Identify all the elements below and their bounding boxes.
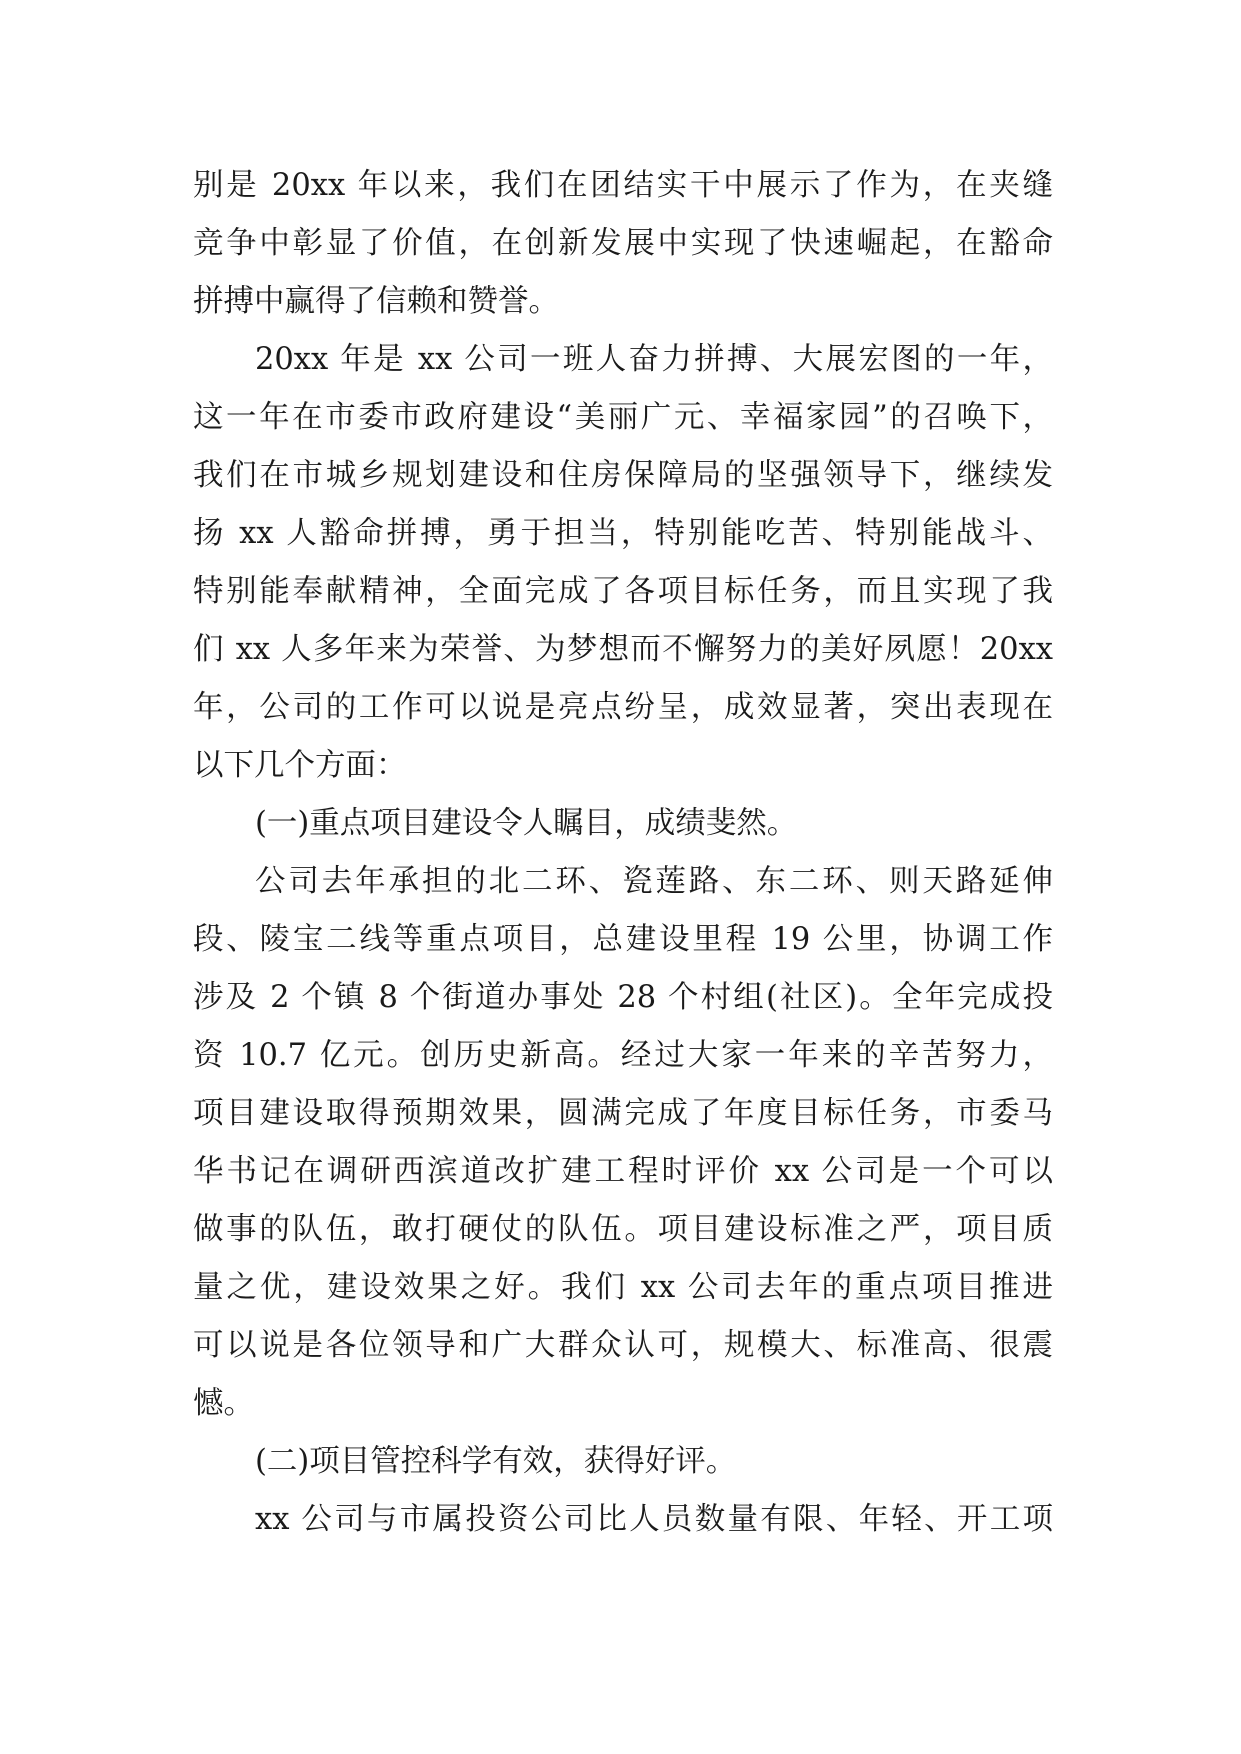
text-line: 量之优，建设效果之好。我们 xx 公司去年的重点项目推进 bbox=[193, 1270, 1053, 1305]
text-line: 们 xx 人多年来为荣誉、为梦想而不懈努力的美好夙愿！20xx bbox=[193, 632, 1053, 667]
text-line: 资 10.7 亿元。创历史新高。经过大家一年来的辛苦努力， bbox=[193, 1038, 1053, 1073]
text-line: 别是 20xx 年以来，我们在团结实干中展示了作为，在夹缝 bbox=[193, 168, 1053, 203]
text-line: 特别能奉献精神，全面完成了各项目标任务，而且实现了我 bbox=[193, 574, 1053, 609]
text-line: 涉及 2 个镇 8 个街道办事处 28 个村组(社区)。全年完成投 bbox=[193, 980, 1053, 1015]
text-line: 拼搏中赢得了信赖和赞誉。 bbox=[193, 284, 559, 319]
text-line: 竞争中彰显了价值，在创新发展中实现了快速崛起，在豁命 bbox=[193, 226, 1053, 261]
paragraph bbox=[193, 157, 1053, 331]
text-line: 做事的队伍，敢打硬仗的队伍。项目建设标准之严，项目质 bbox=[193, 1212, 1053, 1247]
text-line: 段、陵宝二线等重点项目，总建设里程 19 公里，协调工作 bbox=[193, 922, 1053, 957]
paragraph bbox=[193, 331, 1053, 795]
text-line: 可以说是各位领导和广大群众认可，规模大、标准高、很震 bbox=[193, 1328, 1053, 1363]
text-line: 公司去年承担的北二环、瓷莲路、东二环、则天路延伸 bbox=[255, 864, 1053, 899]
section-heading bbox=[193, 1433, 1053, 1491]
document-body bbox=[193, 157, 1053, 1549]
paragraph bbox=[193, 853, 1053, 1433]
text-line: (一)重点项目建设令人瞩目，成绩斐然。 bbox=[255, 806, 798, 841]
text-line: xx 公司与市属投资公司比人员数量有限、年轻、开工项 bbox=[255, 1502, 1053, 1537]
text-line: 我们在市城乡规划建设和住房保障局的坚强领导下，继续发 bbox=[193, 458, 1053, 493]
text-line: 这一年在市委市政府建设“美丽广元、幸福家园”的召唤下， bbox=[193, 400, 1053, 435]
section-heading bbox=[193, 795, 1053, 853]
text-line: 年，公司的工作可以说是亮点纷呈，成效显著，突出表现在 bbox=[193, 690, 1053, 725]
text-line: 20xx 年是 xx 公司一班人奋力拼搏、大展宏图的一年， bbox=[255, 342, 1053, 377]
text-line: 憾。 bbox=[193, 1386, 254, 1421]
text-line: 华书记在调研西滨道改扩建工程时评价 xx 公司是一个可以 bbox=[193, 1154, 1053, 1189]
text-line: 扬 xx 人豁命拼搏，勇于担当，特别能吃苦、特别能战斗、 bbox=[193, 516, 1053, 551]
text-line: 项目建设取得预期效果，圆满完成了年度目标任务，市委马 bbox=[193, 1096, 1053, 1131]
text-line: 以下几个方面： bbox=[193, 748, 407, 783]
text-line: (二)项目管控科学有效，获得好评。 bbox=[255, 1444, 737, 1479]
paragraph bbox=[193, 1491, 1053, 1549]
